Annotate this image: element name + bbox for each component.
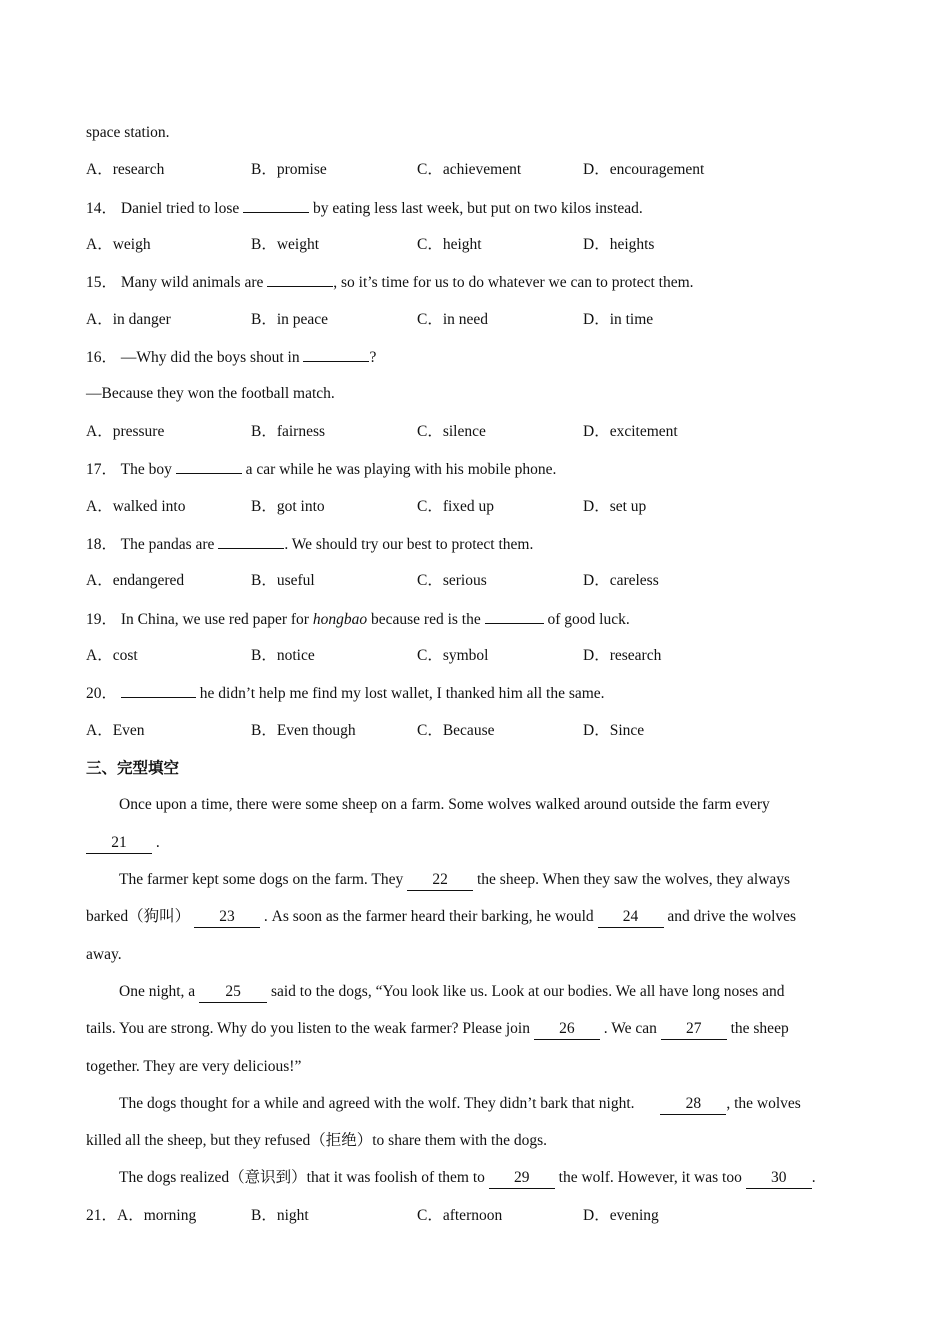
q16-option-d[interactable]: D．excitement	[583, 423, 678, 440]
q16-reply: —Because they won the football match.	[86, 385, 335, 402]
q15-stem	[86, 272, 694, 293]
q21-option-a[interactable]: A．morning	[117, 1207, 197, 1224]
q20-text-post: he didn’t help me find my lost wallet, I thanked him all the same.	[199, 685, 605, 702]
q13-option-b[interactable]: B．promise	[251, 161, 327, 178]
passage-text-p3b: said to the dogs, “You look like us. Look at our bodies. We all have long noses and	[270, 983, 785, 1000]
cloze-blank-27[interactable]: 27	[661, 1019, 727, 1040]
q19-number: 19．	[86, 611, 118, 628]
passage-line-6	[119, 982, 784, 1003]
q16-text-pre: —Why did the boys shout in	[120, 349, 300, 366]
q13-option-a[interactable]: A．research	[86, 161, 165, 178]
passage-text-p4a: The dogs thought for a while and agreed with the wolf. They didn’t bark that night.	[119, 1095, 635, 1112]
passage-text-p3e: the sheep	[730, 1020, 789, 1037]
passage-line-7	[86, 1019, 789, 1040]
q16-number: 16．	[86, 349, 118, 366]
q18-option-c[interactable]: C．serious	[417, 572, 487, 589]
q20-option-a[interactable]: A．Even	[86, 722, 145, 739]
cloze-blank-29[interactable]: 29	[489, 1168, 555, 1189]
q16-option-c[interactable]: C．silence	[417, 423, 486, 440]
q13-option-c[interactable]: C．achievement	[417, 161, 522, 178]
q19-option-a[interactable]: A．cost	[86, 647, 138, 664]
passage-text-p5a: The dogs realized（意识到）that it was foolish of them to	[119, 1169, 485, 1186]
passage-text-p5c: .	[811, 1169, 816, 1186]
q17-option-d[interactable]: D．set up	[583, 498, 647, 515]
q19-blank[interactable]	[485, 609, 544, 624]
q18-option-a[interactable]: A．endangered	[86, 572, 185, 589]
q17-option-a[interactable]: A．walked into	[86, 498, 186, 515]
q17-stem	[86, 459, 556, 480]
passage-line-2	[86, 833, 160, 854]
cloze-blank-24[interactable]: 24	[598, 907, 664, 928]
q17-text-post: a car while he was playing with his mobile phone.	[245, 461, 557, 478]
q14-text-post: by eating less last week, but put on two kilos instead.	[313, 200, 643, 217]
q14-option-b[interactable]: B．weight	[251, 236, 320, 253]
q19-stem	[86, 609, 630, 630]
passage-text-p2e: and drive the wolves	[667, 908, 797, 925]
passage-text-p2d: . As soon as the farmer heard their barking, he would	[263, 908, 594, 925]
q17-option-c[interactable]: C．fixed up	[417, 498, 495, 515]
q19-text-pre: In China, we use red paper for	[120, 611, 309, 628]
cloze-blank-25[interactable]: 25	[199, 982, 267, 1003]
q19-italic-word: hongbao	[312, 611, 368, 628]
passage-line-11	[119, 1168, 816, 1189]
q14-text-pre: Daniel tried to lose	[120, 200, 240, 217]
q16-text-post: ?	[369, 349, 377, 366]
q17-number: 17．	[86, 461, 118, 478]
q16-option-b[interactable]: B．fairness	[251, 423, 326, 440]
section-3-title: 三、完型填空	[86, 759, 180, 777]
q20-blank[interactable]	[121, 683, 196, 698]
passage-text-p3d: . We can	[603, 1020, 657, 1037]
passage-line-5: away.	[86, 946, 122, 963]
q15-option-c[interactable]: C．in need	[417, 311, 489, 328]
cloze-blank-30[interactable]: 30	[746, 1168, 812, 1189]
q15-blank[interactable]	[267, 272, 333, 287]
q19-option-b[interactable]: B．notice	[251, 647, 315, 664]
q20-stem	[86, 683, 605, 704]
q15-option-d[interactable]: D．in time	[583, 311, 654, 328]
passage-line-8: together. They are very delicious!”	[86, 1058, 302, 1075]
q17-option-b[interactable]: B．got into	[251, 498, 325, 515]
q18-option-d[interactable]: D．careless	[583, 572, 659, 589]
q18-text-post: . We should try our best to protect them.	[284, 536, 534, 553]
q18-blank[interactable]	[218, 534, 284, 549]
q17-blank[interactable]	[176, 459, 242, 474]
passage-line-9	[119, 1094, 801, 1115]
passage-text-p5b: the wolf. However, it was too	[558, 1169, 742, 1186]
passage-text-p2a: The farmer kept some dogs on the farm. They	[119, 871, 404, 888]
q20-option-b[interactable]: B．Even though	[251, 722, 356, 739]
cloze-blank-26[interactable]: 26	[534, 1019, 600, 1040]
q19-option-c[interactable]: C．symbol	[417, 647, 489, 664]
q17-text-pre: The boy	[120, 461, 172, 478]
cloze-blank-23[interactable]: 23	[194, 907, 260, 928]
q15-option-a[interactable]: A．in danger	[86, 311, 171, 328]
passage-line-10: killed all the sheep, but they refused（拒绝）to share them with the dogs.	[86, 1132, 548, 1149]
q15-text-pre: Many wild animals are	[120, 274, 264, 291]
q14-option-a[interactable]: A．weigh	[86, 236, 151, 253]
q16-stem	[86, 347, 376, 368]
passage-line-4	[86, 907, 796, 928]
cloze-blank-22[interactable]: 22	[407, 870, 473, 891]
cloze-blank-28[interactable]: 28	[660, 1094, 726, 1115]
q21-option-c[interactable]: C．afternoon	[417, 1207, 503, 1224]
q18-stem	[86, 534, 533, 555]
q21-number-and-option-a[interactable]	[86, 1206, 196, 1226]
q21-option-d[interactable]: D．evening	[583, 1207, 659, 1224]
q14-option-d[interactable]: D．heights	[583, 236, 655, 253]
q19-text-post: of good luck.	[547, 611, 630, 628]
q15-text-post: , so it’s time for us to do whatever we can to protect them.	[333, 274, 694, 291]
q19-option-d[interactable]: D．research	[583, 647, 662, 664]
q14-number: 14．	[86, 200, 118, 217]
q16-blank[interactable]	[303, 347, 369, 362]
q13-tail: space station.	[86, 124, 170, 141]
q20-number: 20．	[86, 685, 118, 702]
q15-option-b[interactable]: B．in peace	[251, 311, 329, 328]
q18-number: 18．	[86, 536, 118, 553]
q13-option-d[interactable]: D．encouragement	[583, 161, 705, 178]
q21-option-b[interactable]: B．night	[251, 1207, 309, 1224]
q20-option-c[interactable]: C．Because	[417, 722, 495, 739]
passage-text-p3a: One night, a	[119, 983, 196, 1000]
q18-option-b[interactable]: B．useful	[251, 572, 315, 589]
passage-text-p2b: the sheep. When they saw the wolves, they always	[476, 871, 791, 888]
passage-line-1: Once upon a time, there were some sheep on a farm. Some wolves walked around outside the farm every	[119, 796, 770, 813]
passage-text-p4b: , the wolves	[726, 1095, 801, 1112]
q14-blank[interactable]	[243, 198, 309, 213]
q14-option-c[interactable]: C．height	[417, 236, 482, 253]
q19-text-mid: because red is the	[370, 611, 481, 628]
cloze-blank-21[interactable]: 21	[86, 833, 152, 854]
q21-number: 21．	[86, 1207, 118, 1224]
q16-option-a[interactable]: A．pressure	[86, 423, 165, 440]
passage-text-p2c: barked（狗叫）	[86, 908, 191, 925]
q20-option-d[interactable]: D．Since	[583, 722, 645, 739]
q14-stem	[86, 198, 643, 219]
passage-line-3	[119, 870, 790, 891]
passage-text-p3c: tails. You are strong. Why do you listen to the weak farmer? Please join	[86, 1020, 530, 1037]
q15-number: 15．	[86, 274, 118, 291]
q18-text-pre: The pandas are	[120, 536, 215, 553]
passage-text-p1b: .	[155, 834, 160, 851]
